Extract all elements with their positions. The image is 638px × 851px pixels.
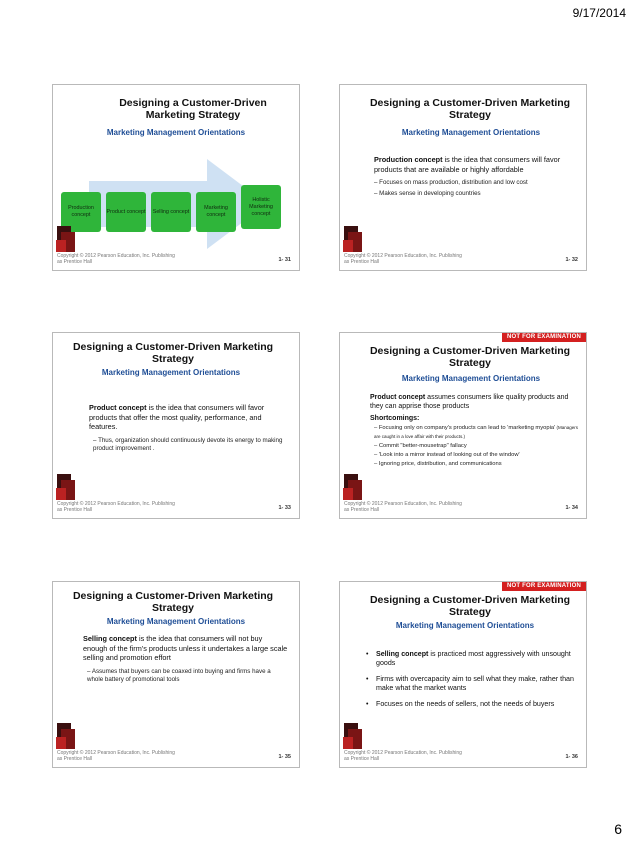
not-for-examination-tag: NOT FOR EXAMINATION xyxy=(502,332,586,342)
copyright: Copyright © 2012 Pearson Education, Inc. Publishing as Prentice Hall xyxy=(344,750,462,762)
slide-subtitle: Marketing Management Orientations xyxy=(401,374,541,383)
slide-36 xyxy=(339,581,587,768)
bullet-list xyxy=(366,650,576,709)
point: Ignoring price, distribution, and communications xyxy=(378,461,502,467)
definition: is practiced most aggressively with unsought goods xyxy=(376,650,571,667)
definition: is the idea that consumers will not buy enough of the firm's products unless it undertakes a large scale selling and promotion effort xyxy=(83,634,288,662)
point: 'Look into a mirror instead of looking out of the window' xyxy=(378,452,520,458)
slide-number: 1- 36 xyxy=(565,754,578,760)
orientation-box-production: Production concept xyxy=(61,192,101,232)
slide-title: Designing a Customer-Driven Marketing Strategy xyxy=(72,590,274,614)
slide-body: Production concept is the idea that consumers will favor products that are available or highly affordable – Focuses on mass production, distribution and low cost – Makes sense in developing countries xyxy=(374,155,561,197)
slide-33 xyxy=(52,332,300,519)
pearson-logo-icon xyxy=(55,224,77,254)
slide-subtitle: Marketing Management Orientations xyxy=(106,617,246,626)
list-item: • Firms with overcapacity aim to sell what they make, rather than make what the market wants xyxy=(366,675,576,693)
slide-body: Product concept assumes consumers like quality products and they can apprise those products Shortcomings: – Focusing only on company's products can lead to 'marketing myopia' (Managers are caught in a love affair with their products.) – Commit "better-mousetrap" fallacy – 'Look into a mirror instead of looking out of the window' – Ignoring price, distribution, and communications xyxy=(370,394,578,467)
slide-body: Selling concept is the idea that consumers will not buy enough of the firm's products unless it undertakes a large scale selling and promotion effort – Assumes that buyers can be coaxed into buying and firms have a whole battery of promotional tools xyxy=(83,634,288,683)
pearson-logo-icon xyxy=(55,721,77,751)
pearson-logo-icon xyxy=(342,472,364,502)
slide-subtitle: Marketing Management Orientations xyxy=(106,128,246,137)
slide-subtitle: Marketing Management Orientations xyxy=(395,621,535,630)
term: Product concept xyxy=(370,394,426,401)
copyright: Copyright © 2012 Pearson Education, Inc. Publishing as Prentice Hall xyxy=(57,501,175,513)
slide-34 xyxy=(339,332,587,519)
definition: is the idea that consumers will favor products that offer the most quality, performance, and features. xyxy=(89,403,265,431)
slide-number: 1- 31 xyxy=(278,257,291,263)
term: Selling concept xyxy=(376,650,429,658)
slide-body: Product concept is the idea that consumers will favor products that offer the most quality, performance, and features. – Thus, organization should continuously devote its energy to making product improvement . xyxy=(89,403,283,452)
point: Makes sense in developing countries xyxy=(379,190,481,197)
definition: assumes consumers like quality products and they can apprise those products xyxy=(370,394,569,410)
point: Thus, organization should continuously devote its energy to making product improvement . xyxy=(93,436,283,452)
slide-number: 1- 34 xyxy=(565,505,578,511)
slide-subtitle: Marketing Management Orientations xyxy=(401,128,541,137)
definition: is the idea that consumers will favor products that are available or highly affordable xyxy=(374,155,561,174)
slide-title: Designing a Customer-Driven Marketing Strategy xyxy=(369,594,571,618)
slide-subtitle: Marketing Management Orientations xyxy=(101,368,241,377)
slide-title: Designing a Customer-Driven Marketing Strategy xyxy=(119,97,267,121)
slide-title: Designing a Customer-Driven Marketing Strategy xyxy=(369,97,571,121)
shortcomings-label: Shortcomings: xyxy=(370,415,420,422)
page-number: 6 xyxy=(614,821,622,837)
copyright: Copyright © 2012 Pearson Education, Inc. Publishing as Prentice Hall xyxy=(344,501,462,513)
point: Focuses on mass production, distribution and low cost xyxy=(379,179,528,186)
point: Focusing only on company's products can lead to 'marketing myopia' xyxy=(378,425,556,431)
list-item: • Focuses on the needs of sellers, not the needs of buyers xyxy=(366,700,576,709)
term: Production concept xyxy=(374,155,443,164)
orientation-box-holistic: Holistic Marketing concept xyxy=(241,185,281,229)
point: Assumes that buyers can be coaxed into buying and firms have a whole battery of promotional tools xyxy=(87,667,271,683)
point: Commit "better-mousetrap" fallacy xyxy=(378,443,467,449)
term: Selling concept xyxy=(83,634,137,643)
list-item xyxy=(366,650,576,668)
point-note: (Managers are caught in a love affair with their products.) xyxy=(374,425,578,439)
orientation-box-product: Product concept xyxy=(106,192,146,232)
pearson-logo-icon xyxy=(55,472,77,502)
slide-number: 1- 35 xyxy=(278,754,291,760)
slide-35 xyxy=(52,581,300,768)
copyright: Copyright © 2012 Pearson Education, Inc. Publishing as Prentice Hall xyxy=(57,253,175,265)
slide-title: Designing a Customer-Driven Marketing Strategy xyxy=(369,345,571,369)
slide-32 xyxy=(339,84,587,271)
not-for-examination-tag: NOT FOR EXAMINATION xyxy=(502,581,586,591)
slide-31 xyxy=(52,84,300,271)
copyright: Copyright © 2012 Pearson Education, Inc. Publishing as Prentice Hall xyxy=(57,750,175,762)
print-date: 9/17/2014 xyxy=(572,6,626,20)
term: Product concept xyxy=(89,403,147,412)
slide-number: 1- 32 xyxy=(565,257,578,263)
orientation-box-selling: Selling concept xyxy=(151,192,191,232)
slide-body xyxy=(366,650,576,716)
pearson-logo-icon xyxy=(342,224,364,254)
slide-number: 1- 33 xyxy=(278,505,291,511)
slide-title: Designing a Customer-Driven Marketing Strategy xyxy=(72,341,274,365)
pearson-logo-icon xyxy=(342,721,364,751)
orientation-box-marketing: Marketing concept xyxy=(196,192,236,232)
copyright: Copyright © 2012 Pearson Education, Inc. Publishing as Prentice Hall xyxy=(344,253,462,265)
